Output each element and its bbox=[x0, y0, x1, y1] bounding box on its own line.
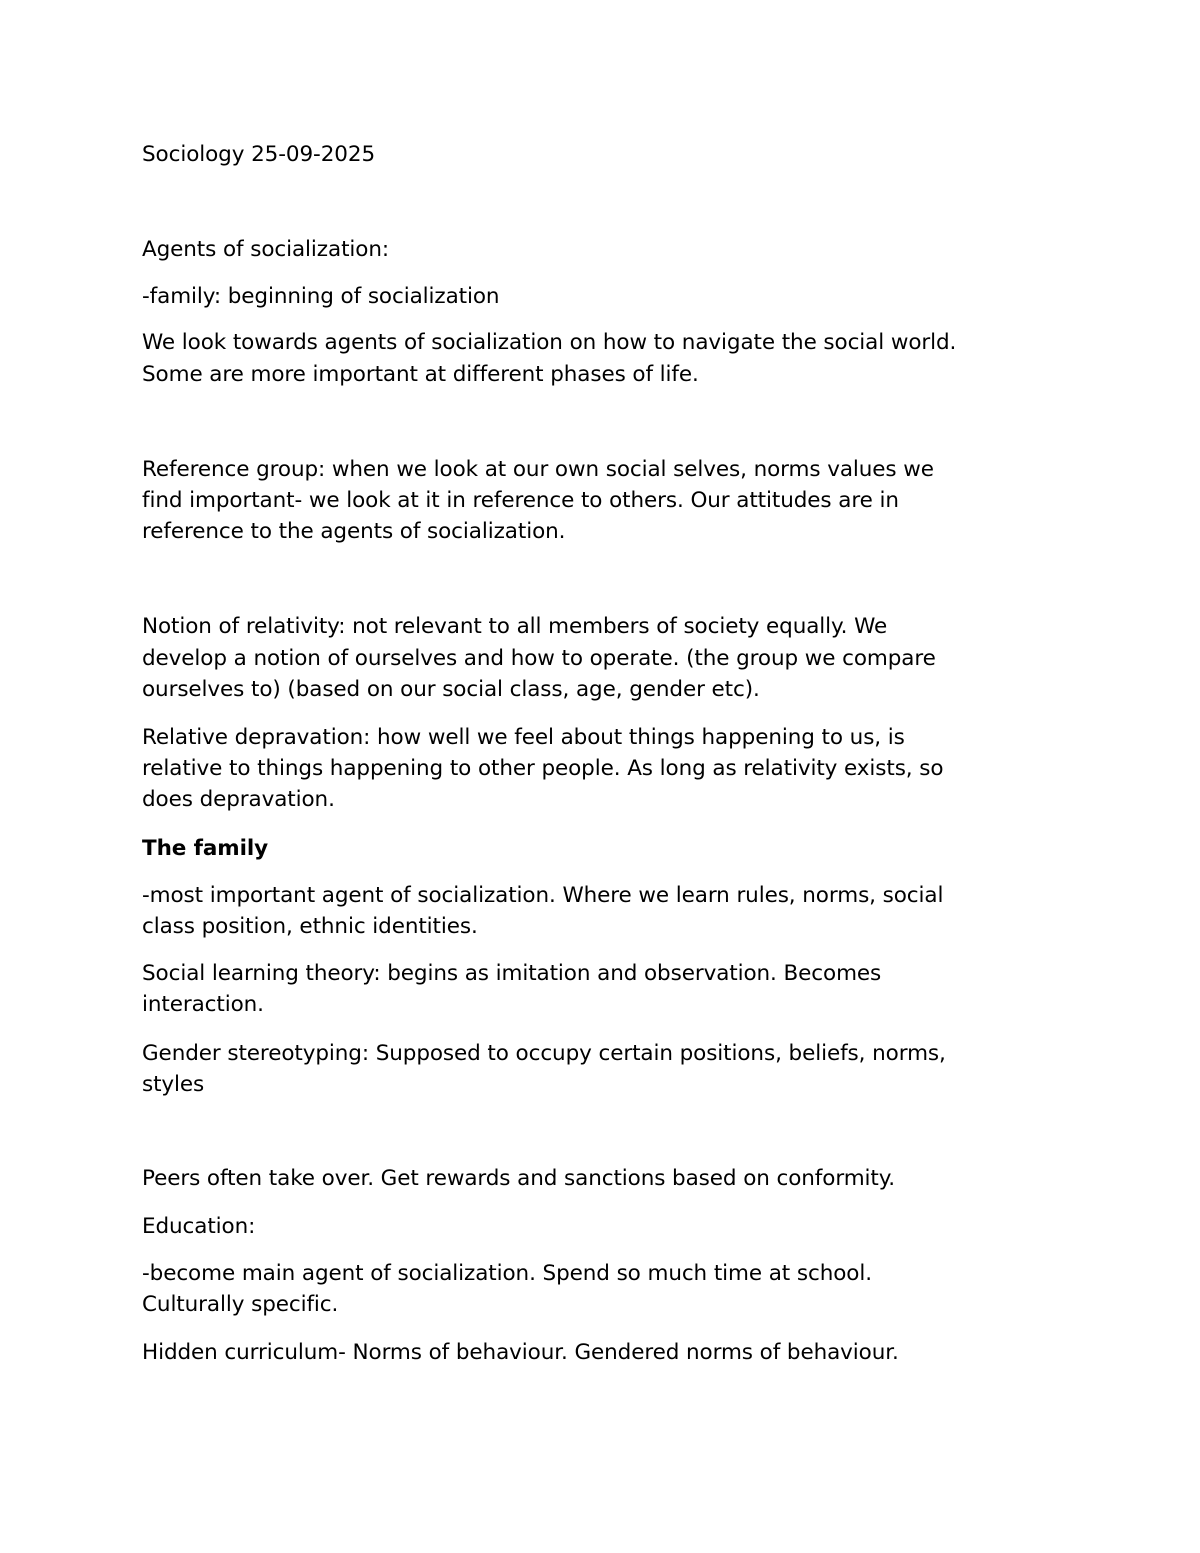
notion-relativity-line-3: ourselves to) (based on our social class, age, gender etc). bbox=[142, 677, 760, 702]
reference-group-line-1: Reference group: when we look at our own social selves, norms values we bbox=[142, 457, 934, 482]
family-important-line-2: class position, ethnic identities. bbox=[142, 914, 478, 939]
family-heading: The family bbox=[142, 836, 269, 861]
gender-stereotyping-line-1: Gender stereotyping: Supposed to occupy certain positions, beliefs, norms, bbox=[142, 1041, 946, 1066]
agents-heading: Agents of socialization: bbox=[142, 237, 389, 262]
education-heading: Education: bbox=[142, 1214, 256, 1239]
family-intro: -family: beginning of socialization bbox=[142, 284, 500, 309]
reference-group-line-2: find important- we look at it in reference to others. Our attitudes are in bbox=[142, 488, 899, 513]
education-main-line-2: Culturally specific. bbox=[142, 1292, 339, 1317]
family-important-line-1: -most important agent of socialization. Where we learn rules, norms, social bbox=[142, 883, 944, 908]
education-main-line-1: -become main agent of socialization. Spend so much time at school. bbox=[142, 1261, 872, 1286]
notion-relativity-line-1: Notion of relativity: not relevant to all members of society equally. We bbox=[142, 614, 888, 639]
look-towards-line-2: Some are more important at different phases of life. bbox=[142, 362, 699, 387]
relative-depravation-line-2: relative to things happening to other people. As long as relativity exists, so bbox=[142, 756, 944, 781]
relative-depravation-line-3: does depravation. bbox=[142, 787, 335, 812]
peers-paragraph: Peers often take over. Get rewards and sanctions based on conformity. bbox=[142, 1166, 896, 1191]
reference-group-line-3: reference to the agents of socialization. bbox=[142, 519, 566, 544]
social-learning-line-2: interaction. bbox=[142, 992, 264, 1017]
document-title: Sociology 25-09-2025 bbox=[142, 142, 376, 167]
notion-relativity-line-2: develop a notion of ourselves and how to operate. (the group we compare bbox=[142, 646, 936, 671]
look-towards-line-1: We look towards agents of socialization on how to navigate the social world. bbox=[142, 330, 957, 355]
social-learning-line-1: Social learning theory: begins as imitation and observation. Becomes bbox=[142, 961, 882, 986]
gender-stereotyping-line-2: styles bbox=[142, 1072, 205, 1097]
relative-depravation-line-1: Relative depravation: how well we feel about things happening to us, is bbox=[142, 725, 905, 750]
hidden-curriculum: Hidden curriculum- Norms of behaviour. Gendered norms of behaviour. bbox=[142, 1340, 899, 1365]
